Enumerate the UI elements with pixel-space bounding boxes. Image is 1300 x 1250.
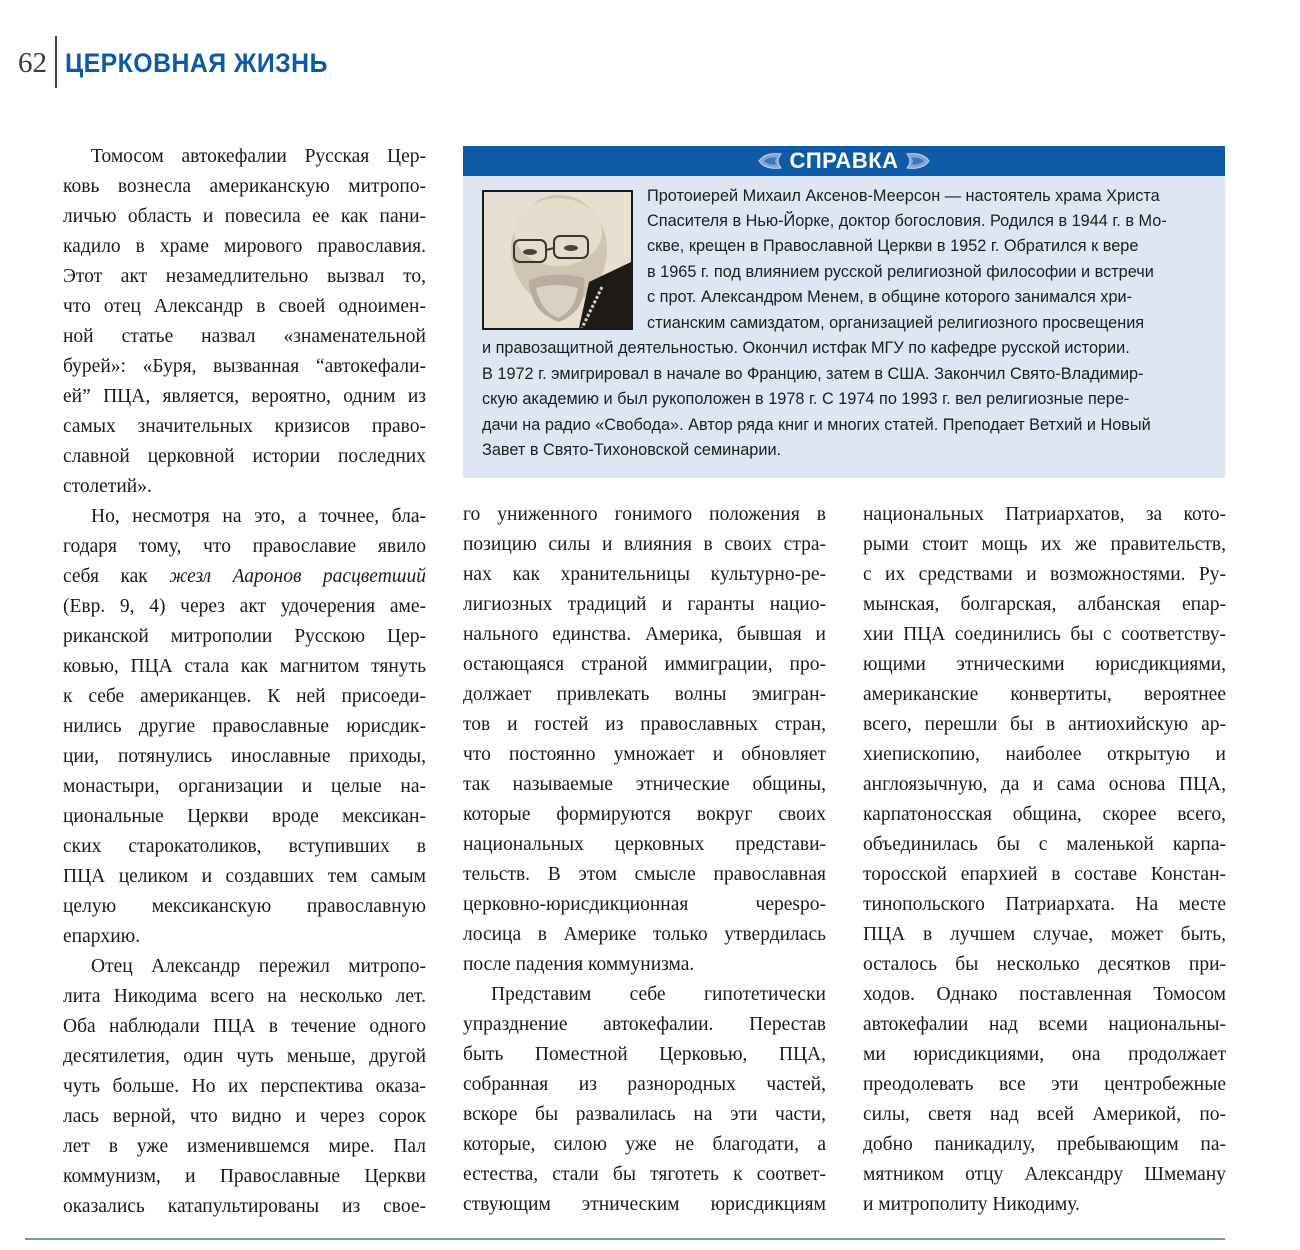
text-line: Отец Александр пережил митропо- [91,956,426,977]
text-line: национальных Патриархатов, за кото- [863,504,1226,525]
bio-line: скую академию и был рукоположен в 1978 г. С 1974 по 1993 г. вел религиозные пере- [482,390,1130,408]
portrait-photo [482,190,633,330]
text-line: хиепископию, наиболее открытую и [863,744,1226,765]
text-line: так называемые этнические общины, [463,774,826,795]
floral-ornament-left-icon [757,151,783,171]
text-line: американские конвертиты, вероятнее [863,684,1226,705]
text-line: го униженного гонимого положения в [463,504,826,525]
bio-line: дачи на радио «Свобода». Автор ряда книг и многих статей. Преподает Ветхий и Новый [482,416,1151,434]
text-line: тинопольского Патриархата. На месте [863,894,1226,915]
text-line: вскоре бы развалилась на эти части, [463,1104,826,1125]
bio-line: Завет в Свято-Тихоновской семинарии. [482,441,782,459]
text-line: естества, стали бы тяготеть к соответ- [463,1164,826,1185]
text-line: ПЦА целиком и создавших тем самым [63,866,426,887]
bio-line: стианским самиздатом, организацией религиозного просвещения [647,314,1145,332]
text-line: Оба наблюдали ПЦА в течение одного [63,1016,426,1037]
text-line: целую мексиканскую православную [63,896,426,917]
text-line: бурей»: «Буря, вызванная “автокефали- [63,356,426,377]
reference-box [463,146,1225,478]
text-line: Представим себе гипотетически [491,984,826,1005]
text-line: ции, потянулись инославные приходы, [63,746,426,767]
text-line: что отец Александр в своей одноимен- [63,296,426,317]
text-line: ми юрисдикциями, она продолжает [863,1044,1226,1065]
text-line: епархию. [63,926,141,947]
text-line: монастыри, организации и целые на- [63,776,426,797]
text-line: лет в уже изменившемся мире. Пал [63,1136,426,1157]
text-line: ковью, ПЦА стала как магнитом тянуть [63,656,426,677]
text-line: что постоянно умножает и обновляет [463,744,826,765]
article-column-3 [863,500,1226,1220]
text-line: ских старокатоликов, вступивших в [63,836,426,857]
text-line: после падения коммунизма. [463,954,695,975]
text-line: ПЦА в лучшем случае, может быть, [863,924,1226,945]
footer-divider [25,1238,1225,1240]
text-line: Этот акт незамедлительно вызвал то, [63,266,426,287]
text-line: лита Никодима всего на несколько лет. [63,986,426,1007]
italic-quote: жезл Ааронов расцветший [169,566,426,587]
bio-line: Спасителя в Нью-Йорке, доктор богословия. Родился в 1944 г. в Мо- [647,212,1167,230]
text-line: Но, несмотря на это, а точнее, бла- [91,506,426,527]
bio-line: скве, крещен в Православной Церкви в 1952 г. Обратился к вере [647,237,1139,255]
text-line: быть Поместной Церковью, ПЦА, [463,1044,826,1065]
header-divider [55,36,57,88]
text-line: самых значительных кризисов право- [63,416,426,437]
portrait-image [484,192,631,328]
text-line: (Евр. 9, 4) через акт удочерения аме- [63,596,426,617]
section-title: ЦЕРКОВНАЯ ЖИЗНЬ [65,47,328,78]
page-header [18,36,351,88]
text-line: объединилась бы с маленькой карпа- [863,834,1226,855]
text-line: и митрополиту Никодиму. [863,1194,1080,1215]
text-line: нах как хранительницы культурно-ре- [463,564,826,585]
text-line: лосица в Америке только утвердилась [463,924,826,945]
text-line: мынская, болгарская, албанская епар- [863,594,1226,615]
text-line: должает привлекать волны эмигран- [463,684,826,705]
bio-line: В 1972 г. эмигрировал в начале во Францию, затем в США. Закончил Свято-Владимир- [482,365,1144,383]
text-line: торосской епархией в составе Констан- [863,864,1226,885]
text-line: столетий». [63,476,152,497]
text-line: оказались катапультированы из свое- [63,1196,426,1217]
text-fragment: себя как [63,566,170,587]
text-line: ей” ПЦА, является, вероятно, одним из [63,386,426,407]
text-line: тельств. В этом смысле православная [463,864,826,885]
text-line: автокефалии над всеми национальны- [863,1014,1226,1035]
text-line: риканской митрополии Русскою Цер- [63,626,426,647]
text-line: церковно-юрисдикционная черespо- [463,894,826,915]
text-line: которые формируются вокруг своих [463,804,826,825]
text-line: англоязычную, да и сама основа ПЦА, [863,774,1226,795]
text-line: силы, светя над всей Америкой, по- [863,1104,1226,1125]
text-line: коммунизм, и Православные Церкви [63,1166,426,1187]
bio-line: Протоиерей Михаил Аксенов-Меерсон — настоятель храма Христа [647,187,1160,205]
text-line: ющими этническими юрисдикциями, [863,654,1226,675]
text-line: остающаяся страной иммиграции, про- [463,654,826,675]
text-line: которые, силою уже не благодати, а [463,1134,826,1155]
text-line: мятником отцу Александру Шмеману [863,1164,1226,1185]
text-line: ствующим этническим юрисдикциям [463,1194,826,1215]
text-line: ной статье назвал «знаменательной [63,326,426,347]
text-line: упразднение автокефалии. Перестав [463,1014,826,1035]
text-line: к себе американцев. К ней присоеди- [63,686,426,707]
article-column-1 [63,142,426,1222]
bio-line: в 1965 г. под влиянием русской религиозной философии и встречи [647,263,1154,281]
text-line: с их средствами и возможностями. Ру- [863,564,1226,585]
text-line: славной церковной истории последних [63,446,426,467]
text-line: позицию силы и влияния в своих стра- [463,534,826,555]
text-line: лась верной, что видно и через сорок [63,1106,426,1127]
text-line: кадило в храме мирового православия. [63,236,426,257]
text-line: нились другие православные юрисдик- [63,716,426,737]
text-line: лигиозных традиций и гаранты нацио- [463,594,826,615]
text-line: нального единства. Америка, бывшая и [463,624,826,645]
text-line: преодолевать все эти центробежные [863,1074,1226,1095]
reference-box-header [463,146,1225,176]
floral-ornament-right-icon [905,151,931,171]
article-column-2 [463,500,826,1220]
text-line: циональные Церкви вроде мексикан- [63,806,426,827]
bio-line: и правозащитной деятельностью. Окончил истфак МГУ по кафедре русской истории. [482,339,1130,357]
text-line: Томосом автокефалии Русская Цер- [91,146,426,167]
text-line: хии ПЦА соединились бы с соответству- [863,624,1226,645]
text-line: карпатоносская община, скорее всего, [863,804,1226,825]
text-line: осталось бы несколько десятков при- [863,954,1226,975]
text-line-with-italic [63,562,426,592]
text-line: ковь вознесла американскую митропо- [63,176,426,197]
text-line: ходов. Однако поставленная Томосом [863,984,1226,1005]
text-line: добно паникадилу, пребывающим па- [863,1134,1226,1155]
reference-box-title: СПРАВКА [789,148,899,173]
text-line: рыми стоит мощь их же правительств, [863,534,1226,555]
text-line: годаря тому, что православие явило [63,536,426,557]
text-line: национальных церковных представи- [463,834,826,855]
text-line: личью область и повесила ее как пани- [63,206,426,227]
page-number: 62 [18,46,47,79]
text-line: десятилетия, один чуть меньше, другой [63,1046,426,1067]
bio-line: с прот. Александром Менем, в общине которого занимался хри- [647,288,1133,306]
text-line: собранная из разнородных частей, [463,1074,826,1095]
text-line: чуть больше. Но их перспектива оказа- [63,1076,426,1097]
text-line: тов и гостей из православных стран, [463,714,826,735]
text-line: всего, перешли бы в антиохийскую ар- [863,714,1226,735]
